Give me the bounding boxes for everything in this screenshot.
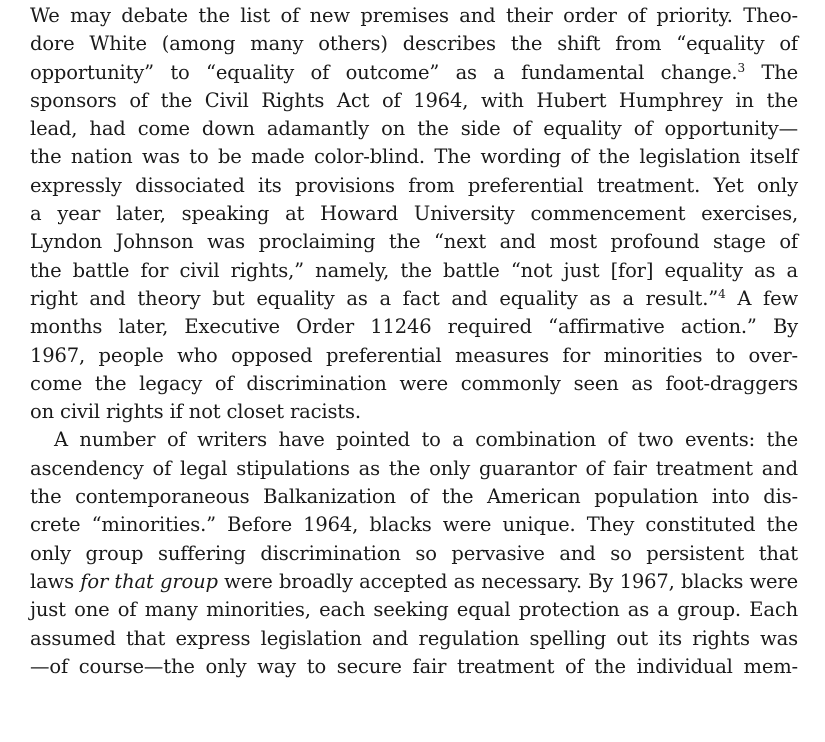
text-run: lead, had come down adamantly on the side of equality of opportunity— bbox=[30, 117, 798, 141]
text-line bbox=[30, 653, 798, 681]
text-line bbox=[30, 59, 798, 87]
text-run: were broadly accepted as necessary. By 1967, blacks were bbox=[217, 569, 798, 593]
text-run: right and theory but equality as a fact and equality as a result.” bbox=[30, 286, 719, 310]
text-line bbox=[30, 228, 798, 256]
text-run: just one of many minorities, each seeking equal protection as a group. Each bbox=[30, 598, 798, 622]
text-line bbox=[30, 455, 798, 483]
text-run: months later, Executive Order 11246 required “affirmative action.” By bbox=[30, 315, 798, 339]
text-run: A number of writers have pointed to a combination of two events: the bbox=[54, 428, 798, 452]
text-run: The bbox=[744, 60, 798, 84]
text-line bbox=[30, 370, 798, 398]
text-line bbox=[30, 568, 798, 596]
text-run: crete “minorities.” Before 1964, blacks were unique. They constituted the bbox=[30, 513, 798, 537]
text-line bbox=[30, 285, 798, 313]
text-run: assumed that express legislation and regulation spelling out its rights was bbox=[30, 626, 798, 650]
text-line bbox=[30, 30, 798, 58]
text-line bbox=[30, 625, 798, 653]
text-line bbox=[30, 596, 798, 624]
text-run: only group suffering discrimination so pervasive and so persistent that bbox=[30, 541, 798, 565]
text-run: Lyndon Johnson was proclaiming the “next and most profound stage of bbox=[30, 230, 798, 254]
text-run: —of course—the only way to secure fair treatment of the individual mem- bbox=[30, 654, 798, 678]
text-line bbox=[30, 483, 798, 511]
text-run: the contemporaneous Balkanization of the American population into dis- bbox=[30, 485, 798, 509]
text-line bbox=[30, 143, 798, 171]
text-run: ascendency of legal stipulations as the only guarantor of fair treatment and bbox=[30, 456, 798, 480]
text-line bbox=[30, 87, 798, 115]
text-run: a year later, speaking at Howard University commencement exercises, bbox=[30, 202, 798, 226]
text-run: expressly dissociated its provisions from preferential treatment. Yet only bbox=[30, 173, 798, 197]
text-run: opportunity” to “equality of outcome” as a fundamental change. bbox=[30, 60, 738, 84]
paragraph-2 bbox=[30, 426, 798, 681]
document-page bbox=[30, 2, 798, 681]
text-line bbox=[30, 313, 798, 341]
text-run: We may debate the list of new premises and their order of priority. Theo- bbox=[30, 4, 798, 27]
text-run: A few bbox=[725, 286, 799, 310]
text-run: on civil rights if not closet racists. bbox=[30, 400, 361, 424]
text-line bbox=[30, 511, 798, 539]
text-line bbox=[30, 172, 798, 200]
text-line bbox=[30, 342, 798, 370]
text-run: sponsors of the Civil Rights Act of 1964, with Hubert Humphrey in the bbox=[30, 88, 798, 112]
text-line bbox=[30, 540, 798, 568]
text-line bbox=[30, 257, 798, 285]
text-line bbox=[30, 200, 798, 228]
emphasis-text: for that group bbox=[80, 569, 218, 593]
paragraph-1 bbox=[30, 2, 798, 426]
text-run: laws bbox=[30, 569, 81, 593]
text-run: the battle for civil rights,” namely, the battle “not just [for] equality as a bbox=[30, 258, 798, 282]
text-run: 1967, people who opposed preferential measures for minorities to over- bbox=[30, 343, 798, 367]
text-line bbox=[30, 426, 798, 454]
text-line bbox=[30, 398, 798, 426]
text-run: dore White (among many others) describes the shift from “equality of bbox=[30, 32, 798, 56]
text-run: come the legacy of discrimination were commonly seen as foot-draggers bbox=[30, 371, 798, 395]
footnote-ref-4: 4 bbox=[718, 286, 726, 301]
text-run: the nation was to be made color-blind. The wording of the legislation itself bbox=[30, 145, 798, 169]
text-line bbox=[30, 2, 798, 30]
text-line bbox=[30, 115, 798, 143]
footnote-ref-3: 3 bbox=[737, 60, 745, 75]
